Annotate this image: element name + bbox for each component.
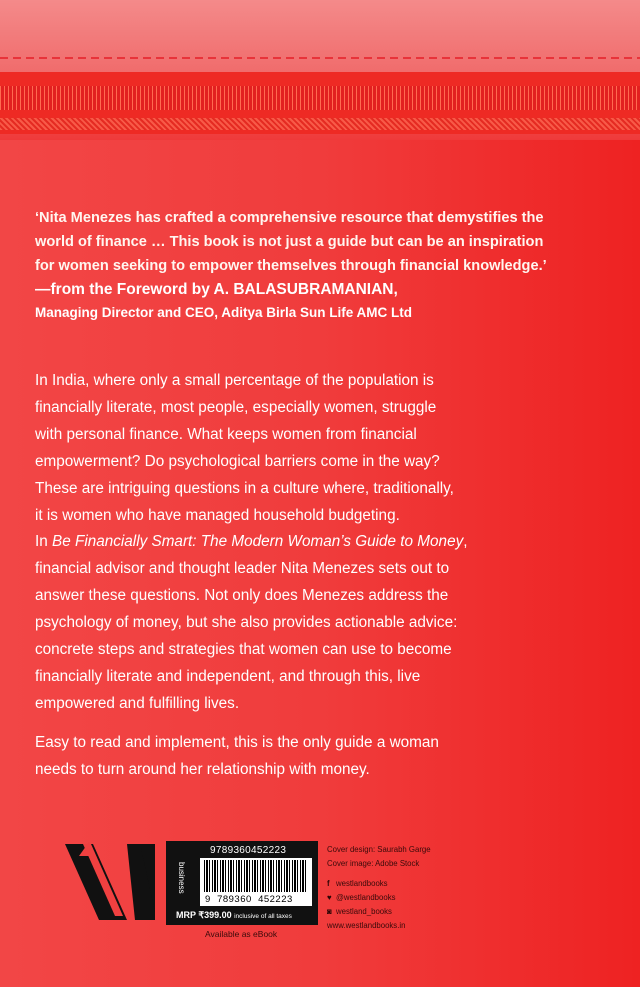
text-line: answer these questions. Not only does Menezes address the xyxy=(35,587,449,604)
facebook-handle xyxy=(327,877,431,891)
credits xyxy=(327,843,431,933)
text-line: with personal finance. What keeps women from financial xyxy=(35,426,417,443)
zipper-teeth xyxy=(0,86,640,110)
quote-attribution: —from the Foreword by A. BALASUBRAMANIAN, xyxy=(35,281,398,298)
blurb-paragraph-1 xyxy=(35,367,454,529)
quote-line: world of finance … This book is not just a guide but can be an inspiration xyxy=(35,234,544,250)
cover-image-credit: Cover image: Adobe Stock xyxy=(327,859,420,868)
text-line xyxy=(35,528,467,555)
westland-logo-icon xyxy=(65,842,175,922)
text-line: it is women who have managed household budgeting. xyxy=(35,507,400,524)
book-title: Be Financially Smart: The Modern Woman’s Guide to Money xyxy=(52,533,464,550)
text-line: In India, where only a small percentage of the population is xyxy=(35,372,434,389)
handle: westland_books xyxy=(336,907,392,916)
text-line: empowerment? Do psychological barriers come in the way? xyxy=(35,453,440,470)
cover-design-credit: Cover design: Saurabh Garge xyxy=(327,845,431,854)
digits: 9 xyxy=(205,894,211,905)
quote-line: for women seeking to empower themselves through financial knowledge.’ xyxy=(35,258,547,274)
website: www.westlandbooks.in xyxy=(327,921,406,930)
text-line: psychology of money, but she also provides actionable advice: xyxy=(35,614,458,631)
stitching xyxy=(0,57,640,59)
text-line: financial advisor and thought leader Nita Menezes sets out to xyxy=(35,560,450,577)
isbn-number: 9789360452223 xyxy=(210,845,287,856)
blurb-paragraph-3 xyxy=(35,729,439,783)
instagram-handle xyxy=(327,905,431,919)
barcode-digits xyxy=(205,894,293,905)
digits: 789360 xyxy=(217,894,252,905)
mrp-note: inclusive of all taxes xyxy=(234,913,292,920)
text: , xyxy=(463,533,468,550)
text-line: empowered and fulfilling lives. xyxy=(35,695,240,712)
quote-attribution-role: Managing Director and CEO, Aditya Birla Sun Life AMC Ltd xyxy=(35,305,413,320)
text-line: Easy to read and implement, this is the only guide a woman xyxy=(35,734,439,751)
price xyxy=(176,910,292,921)
zipper-edge xyxy=(0,118,640,130)
text: In xyxy=(35,533,53,550)
instagram-icon: ◙ xyxy=(327,907,332,916)
text-line: needs to turn around her relationship with money. xyxy=(35,761,370,778)
text-line: financially literate, most people, especially women, struggle xyxy=(35,399,437,416)
ebook-note: Available as eBook xyxy=(205,929,278,939)
category-label: business xyxy=(177,862,186,894)
text-line: financially literate and independent, and through this, live xyxy=(35,668,421,685)
barcode xyxy=(200,858,312,906)
barcode-bars xyxy=(204,860,308,892)
twitter-handle xyxy=(327,891,431,905)
handle: @westlandbooks xyxy=(336,893,396,902)
text-line: These are intriguing questions in a culture where, traditionally, xyxy=(35,480,454,497)
facebook-icon: f xyxy=(327,879,330,888)
twitter-icon: ♥ xyxy=(327,893,332,902)
handle: westlandbooks xyxy=(336,879,388,888)
digits: 452223 xyxy=(258,894,293,905)
text-line: concrete steps and strategies that women can use to become xyxy=(35,641,452,658)
mrp: MRP ₹399.00 xyxy=(176,910,232,920)
endorsement-quote xyxy=(35,206,547,278)
blurb-paragraph-2 xyxy=(35,528,467,717)
quote-line: ‘Nita Menezes has crafted a comprehensive resource that demystifies the xyxy=(35,210,544,226)
